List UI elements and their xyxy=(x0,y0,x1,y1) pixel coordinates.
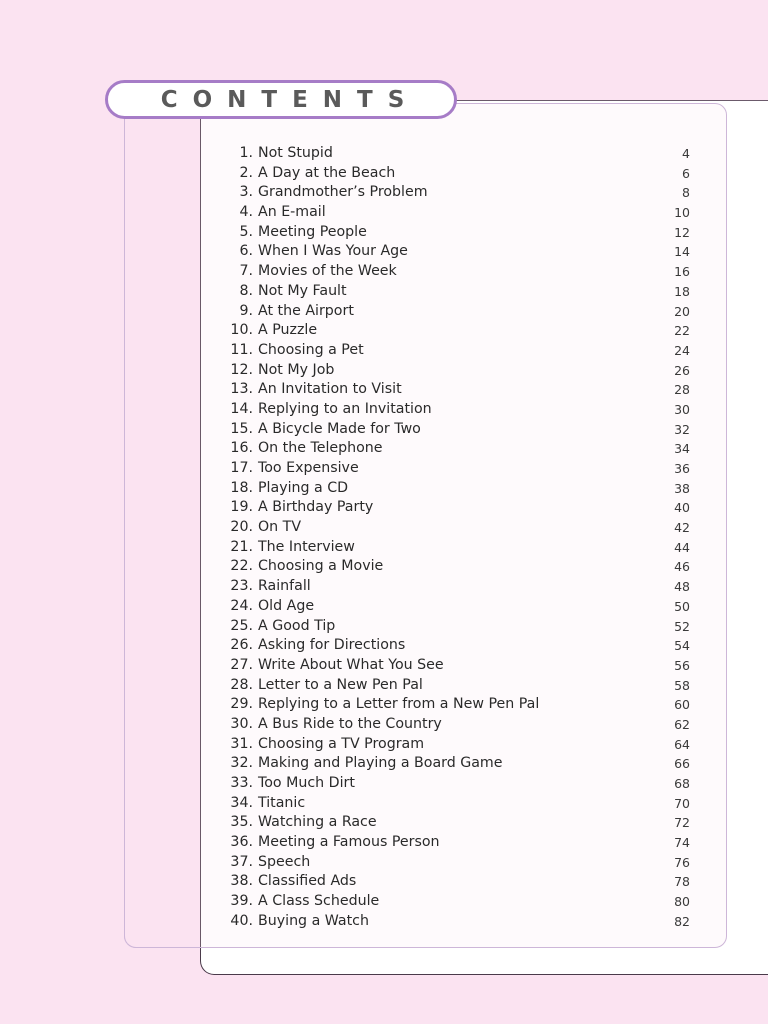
toc-entry-title: Too Much Dirt xyxy=(258,775,355,791)
toc-entry-number: 12. xyxy=(230,361,253,378)
toc-entry[interactable] xyxy=(224,144,690,164)
toc-entry-title: Replying to a Letter from a New Pen Pal xyxy=(258,696,540,713)
toc-entry[interactable] xyxy=(224,735,690,755)
toc-entry-page-number: 64 xyxy=(674,736,690,752)
toc-entry-number: 20. xyxy=(230,519,253,536)
toc-entry-number: 37. xyxy=(230,853,253,870)
toc-entry-number: 32. xyxy=(230,755,253,772)
toc-entry[interactable] xyxy=(224,557,690,577)
toc-entry[interactable] xyxy=(224,164,690,184)
toc-entry-page-number: 72 xyxy=(674,815,690,831)
table-of-contents xyxy=(224,144,690,932)
toc-entry-title: Letter to a New Pen Pal xyxy=(258,676,423,693)
toc-entry-number: 15. xyxy=(230,420,253,437)
toc-entry-title: The Interview xyxy=(258,538,355,555)
toc-entry[interactable] xyxy=(224,361,690,381)
toc-entry-page-number: 24 xyxy=(674,342,690,358)
toc-entry-title: Too Expensive xyxy=(258,460,359,476)
toc-entry[interactable] xyxy=(224,912,690,932)
toc-entry-page-number: 28 xyxy=(674,382,690,398)
toc-entry-title: A Class Schedule xyxy=(258,893,380,910)
toc-entry-number: 8. xyxy=(239,282,253,299)
toc-entry[interactable] xyxy=(224,597,690,617)
toc-entry-title: Not Stupid xyxy=(258,145,333,161)
toc-entry-page-number: 50 xyxy=(674,598,690,614)
toc-entry-title: On TV xyxy=(258,519,302,536)
toc-entry[interactable] xyxy=(224,538,690,558)
toc-entry-page-number: 16 xyxy=(674,264,690,280)
toc-entry-number: 9. xyxy=(239,302,253,319)
toc-entry-title: Making and Playing a Board Game xyxy=(258,755,503,772)
toc-entry-page-number: 10 xyxy=(674,205,690,221)
toc-entry-number: 18. xyxy=(230,479,253,496)
toc-entry[interactable] xyxy=(224,656,690,676)
toc-entry-number: 27. xyxy=(230,656,253,673)
toc-entry-number: 24. xyxy=(230,597,253,614)
toc-entry-title: Not My Fault xyxy=(258,282,347,299)
toc-entry-page-number: 44 xyxy=(674,539,690,555)
toc-entry-title: Titanic xyxy=(258,794,306,811)
toc-entry-number: 13. xyxy=(230,381,253,398)
contents-heading-pill xyxy=(105,80,457,119)
toc-entry-number: 11. xyxy=(230,341,253,358)
toc-entry[interactable] xyxy=(224,813,690,833)
toc-entry[interactable] xyxy=(224,183,690,203)
toc-entry-page-number: 46 xyxy=(674,559,690,575)
toc-entry-number: 5. xyxy=(239,223,253,240)
toc-entry-page-number: 26 xyxy=(674,362,690,378)
toc-entry-title: Classified Ads xyxy=(258,873,357,890)
toc-entry-page-number: 38 xyxy=(674,480,690,496)
toc-entry-number: 1. xyxy=(239,145,253,161)
toc-entry-title: Buying a Watch xyxy=(258,912,369,929)
toc-entry-page-number: 70 xyxy=(674,795,690,811)
toc-entry-title: A Puzzle xyxy=(258,322,318,339)
toc-entry-page-number: 52 xyxy=(674,618,690,634)
toc-entry-number: 23. xyxy=(230,578,253,595)
toc-entry-title: Choosing a Movie xyxy=(258,558,384,575)
toc-entry-number: 10. xyxy=(230,322,253,339)
toc-entry[interactable] xyxy=(224,498,690,518)
toc-entry-page-number: 36 xyxy=(674,461,690,476)
toc-entry-page-number: 68 xyxy=(674,776,690,791)
toc-entry-number: 2. xyxy=(239,164,253,181)
toc-entry-number: 4. xyxy=(239,204,253,221)
contents-heading: CONTENTS xyxy=(160,86,420,113)
toc-entry-page-number: 80 xyxy=(674,894,690,910)
toc-entry[interactable] xyxy=(224,400,690,420)
toc-entry[interactable] xyxy=(224,715,690,735)
toc-entry[interactable] xyxy=(224,479,690,499)
toc-entry-number: 35. xyxy=(230,814,253,831)
toc-entry-title: Replying to an Invitation xyxy=(258,400,432,417)
toc-entry[interactable] xyxy=(224,242,690,262)
toc-entry[interactable] xyxy=(224,617,690,637)
toc-entry-title: Choosing a Pet xyxy=(258,341,364,358)
toc-entry-number: 28. xyxy=(230,676,253,693)
toc-entry-title: When I Was Your Age xyxy=(258,243,408,260)
toc-entry[interactable] xyxy=(224,302,690,322)
toc-entry-page-number: 76 xyxy=(674,854,690,870)
toc-entry-number: 33. xyxy=(230,775,253,791)
toc-entry-title: Grandmother’s Problem xyxy=(258,184,428,201)
toc-entry-page-number: 82 xyxy=(674,913,690,929)
toc-entry-title: Meeting People xyxy=(258,223,367,240)
toc-entry-number: 30. xyxy=(230,715,253,732)
toc-entry[interactable] xyxy=(224,262,690,282)
toc-entry-title: An E-mail xyxy=(258,204,326,221)
toc-entry-page-number: 30 xyxy=(674,401,690,417)
toc-entry[interactable] xyxy=(224,833,690,853)
toc-entry[interactable] xyxy=(224,518,690,538)
toc-entry[interactable] xyxy=(224,892,690,912)
toc-entry[interactable] xyxy=(224,439,690,459)
toc-entry-number: 34. xyxy=(230,794,253,811)
toc-entry-number: 3. xyxy=(239,184,253,201)
toc-entry[interactable] xyxy=(224,577,690,597)
toc-entry-page-number: 4 xyxy=(682,146,690,161)
toc-entry-title: Speech xyxy=(258,853,311,870)
toc-entry-number: 7. xyxy=(239,263,253,280)
toc-entry-number: 17. xyxy=(230,460,253,476)
toc-entry-title: Not My Job xyxy=(258,361,335,378)
toc-entry-title: A Bicycle Made for Two xyxy=(258,420,421,437)
toc-entry-title: A Birthday Party xyxy=(258,499,374,516)
toc-entry[interactable] xyxy=(224,676,690,696)
toc-entry-page-number: 54 xyxy=(674,638,690,654)
toc-entry-page-number: 78 xyxy=(674,874,690,890)
toc-entry-number: 6. xyxy=(239,243,253,260)
toc-entry[interactable] xyxy=(224,695,690,715)
toc-entry[interactable] xyxy=(224,341,690,361)
toc-entry-page-number: 58 xyxy=(674,677,690,693)
toc-entry[interactable] xyxy=(224,282,690,302)
toc-entry-title: At the Airport xyxy=(258,302,354,319)
toc-entry-number: 21. xyxy=(230,538,253,555)
toc-entry-number: 38. xyxy=(230,873,253,890)
toc-entry[interactable] xyxy=(224,420,690,440)
toc-entry-page-number: 6 xyxy=(682,165,690,181)
toc-entry[interactable] xyxy=(224,872,690,892)
toc-entry-number: 40. xyxy=(230,912,253,929)
toc-entry-page-number: 20 xyxy=(674,303,690,319)
toc-entry-page-number: 48 xyxy=(674,579,690,595)
toc-entry-number: 29. xyxy=(230,696,253,713)
toc-entry-title: Rainfall xyxy=(258,578,311,595)
toc-entry[interactable] xyxy=(224,380,690,400)
toc-entry[interactable] xyxy=(224,774,690,794)
toc-entry-title: Asking for Directions xyxy=(258,637,406,654)
toc-entry-page-number: 18 xyxy=(674,283,690,299)
toc-entry-page-number: 66 xyxy=(674,756,690,772)
toc-entry[interactable] xyxy=(224,203,690,223)
toc-entry-page-number: 56 xyxy=(674,657,690,673)
toc-entry-title: On the Telephone xyxy=(258,440,383,457)
toc-entry-page-number: 34 xyxy=(674,441,690,457)
toc-entry[interactable] xyxy=(224,321,690,341)
toc-entry[interactable] xyxy=(224,636,690,656)
toc-entry-number: 31. xyxy=(230,735,253,752)
toc-entry[interactable] xyxy=(224,794,690,814)
toc-entry-page-number: 74 xyxy=(674,835,690,851)
toc-entry-page-number: 32 xyxy=(674,421,690,437)
toc-entry-title: Movies of the Week xyxy=(258,263,397,280)
toc-entry[interactable] xyxy=(224,853,690,873)
toc-entry-number: 36. xyxy=(230,834,253,851)
toc-entry-number: 26. xyxy=(230,637,253,654)
toc-entry-number: 19. xyxy=(230,499,253,516)
toc-entry[interactable] xyxy=(224,223,690,243)
toc-entry-title: A Good Tip xyxy=(258,617,336,634)
toc-entry-title: Meeting a Famous Person xyxy=(258,834,440,851)
toc-entry-title: A Day at the Beach xyxy=(258,164,396,181)
toc-entry-page-number: 22 xyxy=(674,323,690,339)
card-left-edge xyxy=(124,103,200,948)
toc-entry-number: 16. xyxy=(230,440,253,457)
toc-entry-number: 25. xyxy=(230,617,253,634)
toc-entry-title: Playing a CD xyxy=(258,479,349,496)
toc-entry-title: Old Age xyxy=(258,597,315,614)
toc-entry-number: 39. xyxy=(230,893,253,910)
toc-entry-number: 22. xyxy=(230,558,253,575)
toc-entry-title: An Invitation to Visit xyxy=(258,381,402,398)
toc-entry-page-number: 42 xyxy=(674,520,690,536)
toc-entry[interactable] xyxy=(224,459,690,479)
toc-entry-title: Watching a Race xyxy=(258,814,377,831)
toc-entry-page-number: 62 xyxy=(674,716,690,732)
toc-entry-title: A Bus Ride to the Country xyxy=(258,715,442,732)
toc-entry-page-number: 14 xyxy=(674,244,690,260)
toc-entry-page-number: 12 xyxy=(674,224,690,240)
toc-entry-title: Write About What You See xyxy=(258,656,444,673)
toc-entry-page-number: 40 xyxy=(674,500,690,516)
toc-entry-number: 14. xyxy=(230,400,253,417)
toc-entry-title: Choosing a TV Program xyxy=(258,735,425,752)
toc-entry[interactable] xyxy=(224,754,690,774)
toc-entry-page-number: 8 xyxy=(682,185,690,201)
toc-entry-page-number: 60 xyxy=(674,697,690,713)
